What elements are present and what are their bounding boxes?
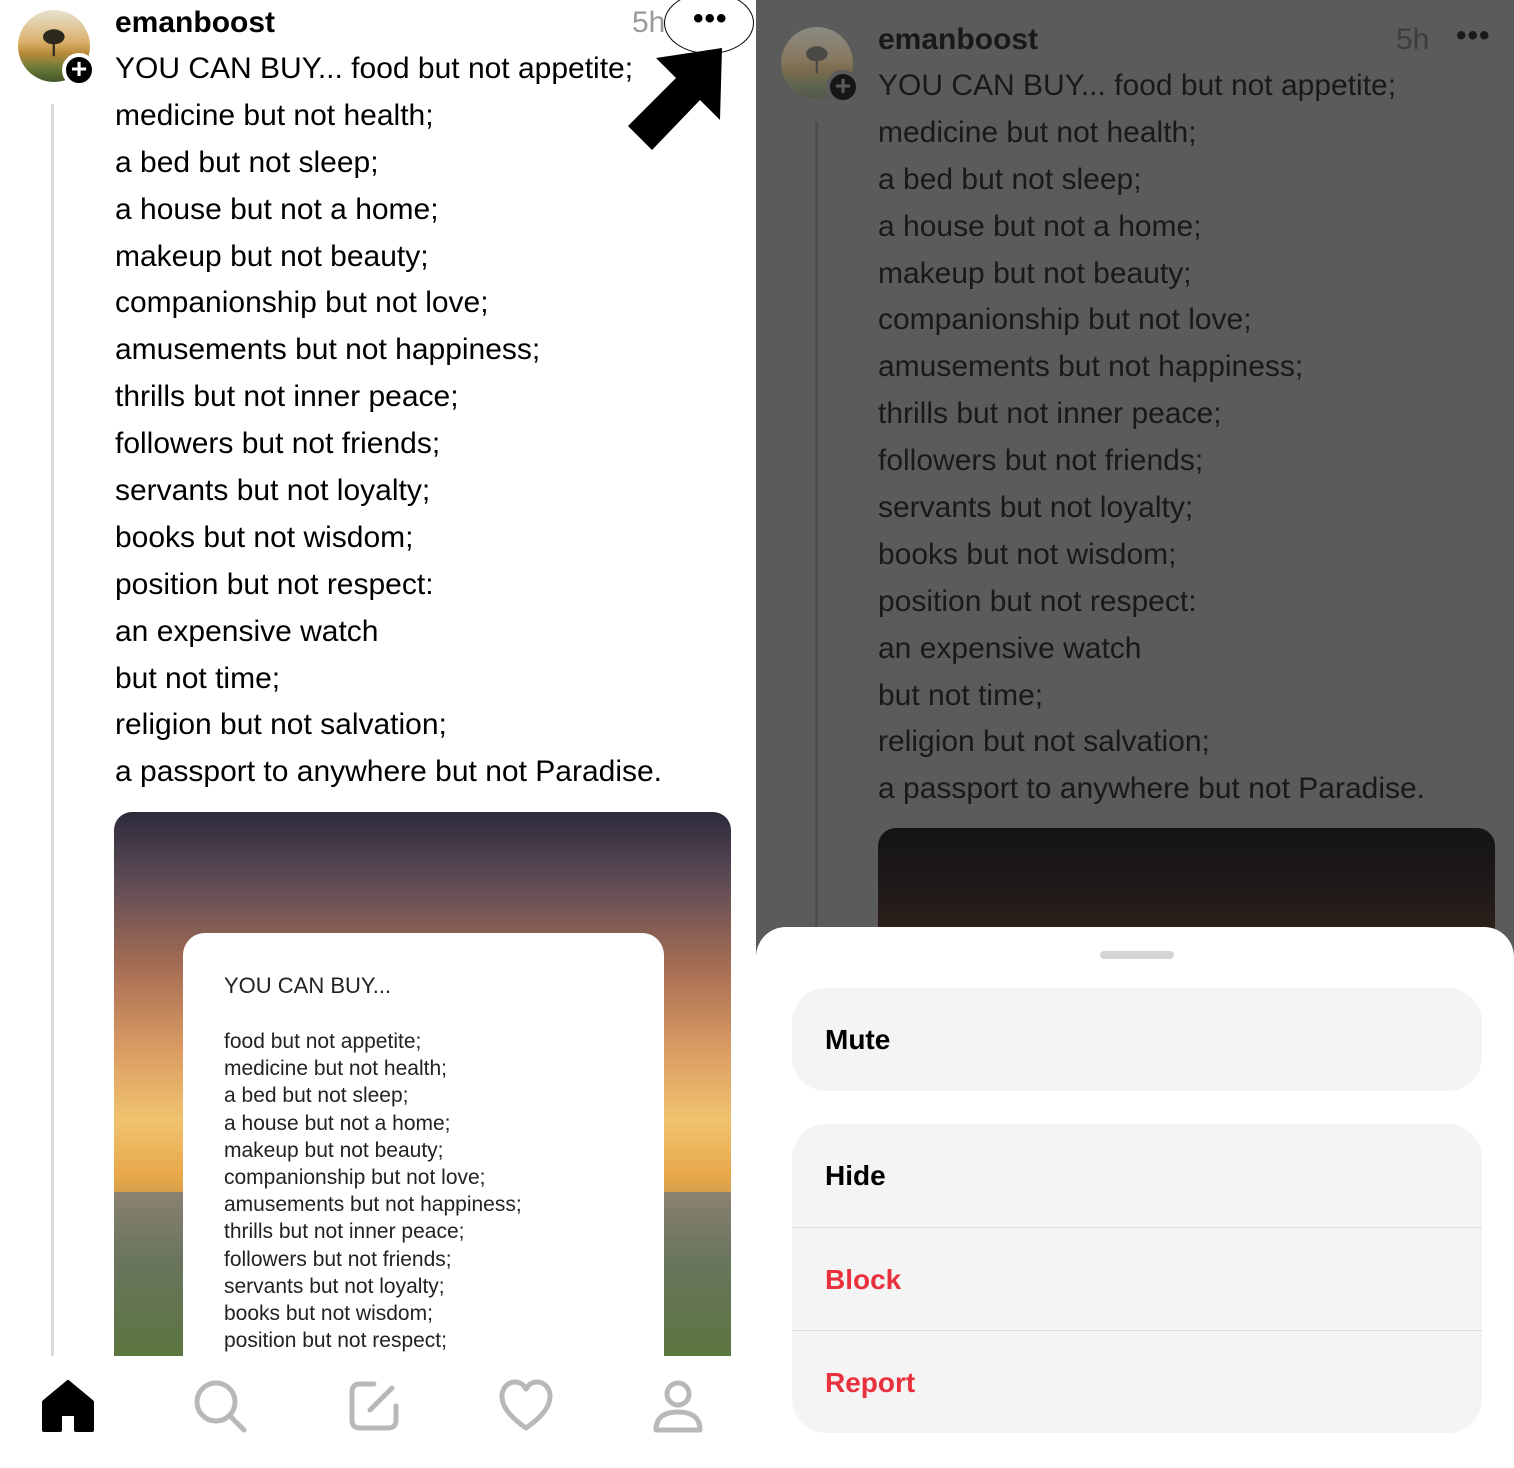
quote-card-title: YOU CAN BUY...: [224, 973, 392, 998]
post-line: followers but not friends;: [115, 427, 441, 461]
search-icon[interactable]: [190, 1376, 250, 1436]
quote-card-line: thrills but not inner peace;: [224, 1220, 465, 1244]
post-line: position but not respect:: [115, 567, 434, 601]
post-line: medicine but not health;: [878, 115, 1197, 149]
post-line: religion but not salvation;: [115, 708, 447, 742]
block-button[interactable]: Block: [792, 1227, 1482, 1330]
post-line: makeup but not beauty;: [878, 256, 1192, 290]
profile-icon[interactable]: [648, 1376, 708, 1436]
post-line: thrills but not inner peace;: [115, 380, 459, 414]
sheet-grabber[interactable]: [1100, 951, 1174, 959]
post-line: a bed but not sleep;: [878, 162, 1142, 196]
post-line: companionship but not love;: [878, 303, 1252, 337]
post-line: a passport to anywhere but not Paradise.: [878, 772, 1426, 806]
quote-card-line: food but not appetite;: [224, 1030, 422, 1053]
left-screen: [0, 0, 756, 1468]
quote-card-line: makeup but not beauty;: [224, 1138, 444, 1162]
quote-card-line: medicine but not health;: [224, 1057, 447, 1081]
thread-line: [815, 122, 818, 927]
compose-icon[interactable]: [344, 1376, 404, 1436]
pointer-arrow-icon: [620, 44, 730, 154]
quote-card-line: books but not wisdom;: [224, 1301, 433, 1325]
post-line: followers but not friends;: [878, 444, 1204, 478]
post-line: amusements but not happiness;: [115, 333, 541, 367]
post-line: a passport to anywhere but not Paradise.: [115, 755, 663, 789]
post-line: religion but not salvation;: [878, 725, 1210, 759]
quote-card-line: amusements but not happiness;: [224, 1193, 522, 1217]
report-button[interactable]: Report: [792, 1330, 1482, 1433]
timestamp: 5h: [1396, 23, 1430, 56]
post-line: amusements but not happiness;: [878, 350, 1304, 384]
mute-button[interactable]: Mute: [825, 1024, 891, 1055]
post-line: books but not wisdom;: [878, 537, 1177, 571]
quote-card-line: companionship but not love;: [224, 1165, 486, 1189]
bottom-tab-bar: [0, 1356, 756, 1468]
post-line: servants but not loyalty;: [878, 491, 1194, 525]
post-line: makeup but not beauty;: [115, 239, 429, 273]
thread-line: [51, 104, 54, 1356]
username[interactable]: emanboost: [115, 6, 276, 39]
post-line: companionship but not love;: [115, 286, 489, 320]
post-line: a house but not a home;: [115, 192, 439, 226]
follow-plus-icon[interactable]: +: [62, 53, 96, 87]
quote-card-lines: [224, 1028, 522, 1354]
post-text: [878, 63, 1425, 813]
heart-icon[interactable]: [496, 1376, 556, 1436]
post-line: but not time;: [115, 661, 281, 695]
post-line: servants but not loyalty;: [115, 474, 431, 508]
post-line: thrills but not inner peace;: [878, 397, 1222, 431]
post-text: [115, 46, 662, 796]
quote-card-line: followers but not friends;: [224, 1247, 452, 1271]
menu-group-actions: [792, 1124, 1482, 1433]
more-options-icon[interactable]: •••: [693, 2, 728, 35]
quote-card-line: position but not respect;: [224, 1329, 447, 1353]
post-line: an expensive watch: [878, 631, 1142, 665]
post-line: a bed but not sleep;: [115, 145, 379, 179]
menu-group-mute: [792, 988, 1482, 1091]
post-line: position but not respect:: [878, 584, 1197, 618]
post-line: but not time;: [878, 678, 1044, 712]
quote-card-line: a bed but not sleep;: [224, 1084, 409, 1108]
username: emanboost: [878, 23, 1039, 56]
more-options-icon: •••: [1456, 19, 1491, 52]
post-line: YOU CAN BUY... food but not appetite;: [878, 69, 1397, 102]
post-line: an expensive watch: [115, 614, 379, 648]
post-line: books but not wisdom;: [115, 520, 414, 554]
post-line: YOU CAN BUY... food but not appetite;: [115, 52, 634, 85]
timestamp: 5h: [632, 6, 666, 39]
follow-plus-icon: +: [826, 70, 860, 104]
tree-icon: [806, 43, 828, 75]
tree-icon: [43, 26, 65, 58]
quote-card-line: a house but not a home;: [224, 1111, 451, 1135]
post-line: a house but not a home;: [878, 209, 1202, 243]
post-line: medicine but not health;: [115, 98, 434, 132]
home-icon[interactable]: [38, 1376, 98, 1436]
hide-button[interactable]: Hide: [825, 1160, 886, 1191]
quote-card-line: servants but not loyalty;: [224, 1274, 445, 1298]
